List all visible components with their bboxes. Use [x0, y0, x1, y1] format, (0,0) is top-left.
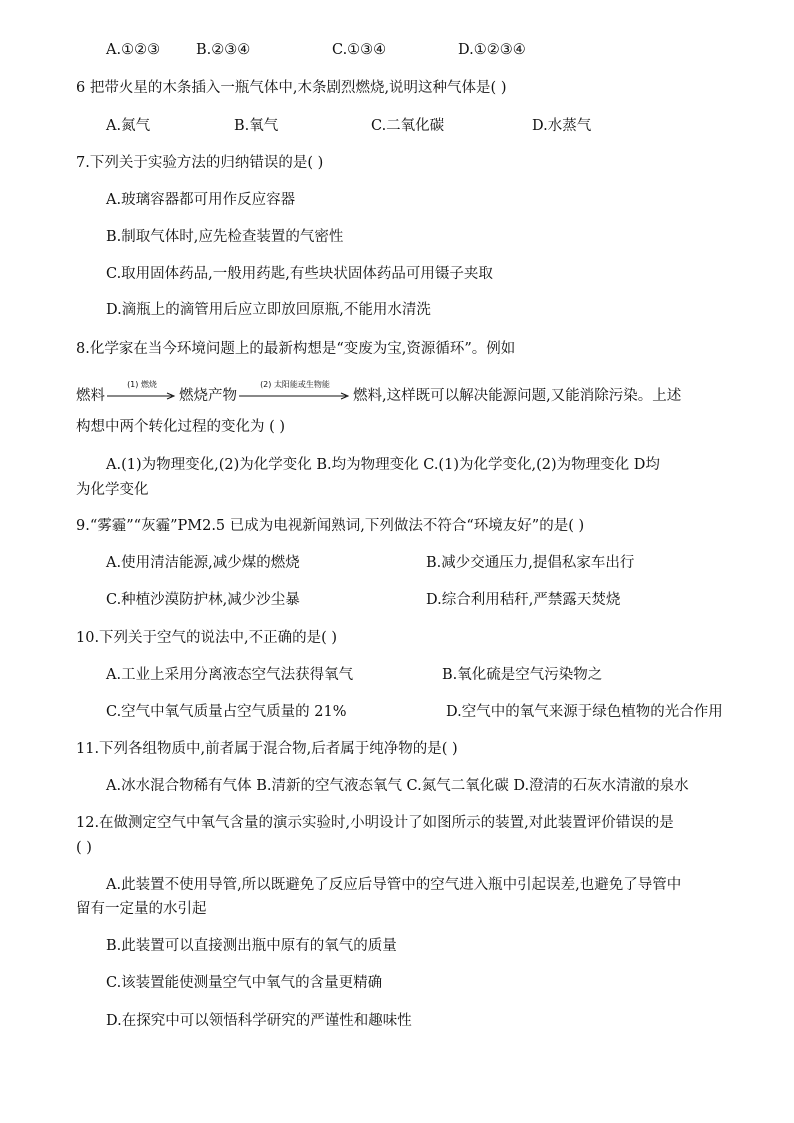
- q8-equation-line: [76, 380, 682, 406]
- q8-arrow-2: [239, 380, 351, 400]
- q6-option-d: D.水蒸气: [532, 118, 592, 134]
- q7-option-b: B.制取气体时,应先检查装置的气密性: [106, 229, 344, 245]
- q8-tail: 燃料,这样既可以解决能源问题,又能消除污染。上述: [353, 388, 682, 404]
- q9-option-c: C.种植沙漠防护林,减少沙尘暴: [106, 592, 300, 608]
- q5-option-a: A.①②③: [106, 42, 161, 58]
- q12-option-a-line1: A.此装置不使用导管,所以既避免了反应后导管中的空气进入瓶中引起误差,也避免了导管中: [106, 877, 682, 893]
- q8-arrow-2-label: (2) 太阳能或生物能: [260, 380, 330, 389]
- q8-stem: 8.化学家在当今环境问题上的最新构想是“变废为宝,资源循环”。例如: [76, 341, 516, 357]
- q12-option-c: C.该装置能使测量空气中氧气的含量更精确: [106, 975, 383, 991]
- q6-stem: 6 把带火星的木条插入一瓶气体中,木条剧烈燃烧,说明这种气体是( ): [76, 80, 507, 96]
- q8-arrow-1: [107, 380, 177, 400]
- q7-option-c: C.取用固体药品,一般用药匙,有些块状固体药品可用镊子夹取: [106, 266, 493, 282]
- q12-option-b: B.此装置可以直接测出瓶中原有的氧气的质量: [106, 938, 397, 954]
- q6-option-c: C.二氧化碳: [371, 118, 445, 134]
- q6-option-b: B.氧气: [234, 118, 279, 134]
- q5-option-c: C.①③④: [332, 42, 387, 58]
- q8-arrow-1-label: (1) 燃烧: [127, 380, 157, 389]
- q5-option-d: D.①②③④: [458, 42, 526, 58]
- q8-product: 燃烧产物: [179, 388, 237, 404]
- q9-option-d: D.综合利用秸秆,严禁露天焚烧: [426, 592, 621, 608]
- q6-option-a: A.氮气: [106, 118, 151, 134]
- right-arrow-icon: [239, 392, 351, 400]
- q10-option-a: A.工业上采用分离液态空气法获得氧气: [106, 667, 354, 683]
- q7-option-d: D.滴瓶上的滴管用后应立即放回原瓶,不能用水清洗: [106, 302, 431, 318]
- q8-options-line2: 为化学变化: [76, 482, 149, 498]
- q8-options-line1: A.(1)为物理变化,(2)为化学变化 B.均为物理变化 C.(1)为化学变化,(2)为物理变化 D均: [106, 457, 660, 473]
- q10-option-d: D.空气中的氧气来源于绿色植物的光合作用: [446, 704, 723, 720]
- q7-option-a: A.玻璃容器都可用作反应容器: [106, 192, 296, 208]
- right-arrow-icon: [107, 392, 177, 400]
- q12-option-a-line2: 留有一定量的水引起: [76, 901, 207, 917]
- q11-options: A.冰水混合物稀有气体 B.清新的空气液态氧气 C.氮气二氧化碳 D.澄清的石灰水清澈的泉水: [106, 778, 689, 794]
- q12-stem-line1: 12.在做测定空气中氧气含量的演示实验时,小明设计了如图所示的装置,对此装置评价错误的是: [76, 815, 674, 831]
- q12-stem-line2: ( ): [76, 840, 92, 856]
- q7-stem: 7.下列关于实验方法的归纳错误的是( ): [76, 155, 324, 171]
- q8-line3: 构想中两个转化过程的变化为 ( ): [76, 419, 286, 435]
- q9-stem: 9.“雾霾”“灰霾”PM2.5 已成为电视新闻熟词,下列做法不符合“环境友好”的是( ): [76, 518, 585, 534]
- q5-option-b: B.②③④: [196, 42, 251, 58]
- q10-stem: 10.下列关于空气的说法中,不正确的是( ): [76, 630, 338, 646]
- q9-option-b: B.减少交通压力,提倡私家车出行: [426, 555, 635, 571]
- q8-fuel: 燃料: [76, 388, 105, 404]
- q11-stem: 11.下列各组物质中,前者属于混合物,后者属于纯净物的是( ): [76, 741, 458, 757]
- q9-option-a: A.使用清洁能源,减少煤的燃烧: [106, 555, 300, 571]
- q10-option-b: B.氧化硫是空气污染物之: [442, 667, 603, 683]
- q10-option-c: C.空气中氧气质量占空气质量的 21%: [106, 704, 347, 720]
- q12-option-d: D.在探究中可以领悟科学研究的严谨性和趣味性: [106, 1013, 412, 1029]
